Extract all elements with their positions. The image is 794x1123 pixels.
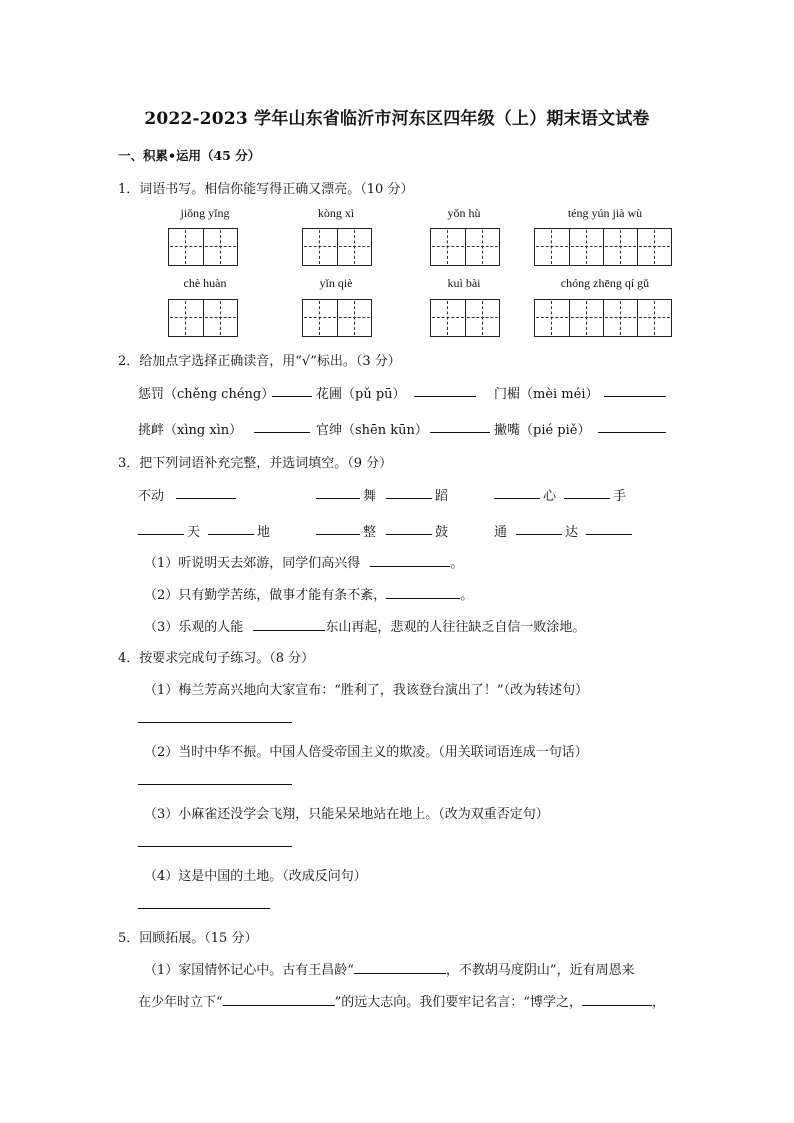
writing-grid[interactable] (534, 228, 672, 266)
answer-blank[interactable] (208, 534, 254, 535)
answer-blank[interactable] (354, 960, 446, 974)
writing-grid[interactable] (168, 228, 238, 266)
reading-item: 官绅（shēn kūn） (316, 423, 428, 438)
reading-item: 挑衅（xìng xìn） (138, 423, 243, 438)
writing-grid[interactable] (534, 299, 672, 337)
idiom-char: 通 (494, 525, 508, 540)
answer-line[interactable] (138, 722, 292, 723)
answer-blank[interactable] (516, 534, 562, 535)
pinyin-label: kòng xì (317, 206, 355, 220)
reading-item: 撇嘴（pié piě） (494, 423, 591, 438)
answer-line[interactable] (138, 784, 292, 785)
answer-line[interactable] (138, 846, 292, 847)
fill-sentence: （1）听说明天去郊游，同学们高兴得 。 (144, 552, 463, 571)
fill-sentence: （3）乐观的人能 东山再起，悲观的人往往缺乏自信一败涂地。 (144, 616, 585, 635)
question-3-stem: 3．把下列词语补充完整，并选词填空。（9 分） (118, 456, 393, 471)
answer-blank[interactable] (223, 992, 335, 1006)
writing-grid[interactable] (430, 228, 500, 266)
pinyin-label: yǐn qiè (319, 276, 353, 290)
answer-blank[interactable] (253, 617, 325, 631)
answer-blank[interactable] (582, 992, 652, 1006)
section-heading: 一、积累•运用（45 分） (118, 148, 261, 163)
answer-blank[interactable] (386, 585, 460, 599)
writing-grid[interactable] (302, 299, 372, 337)
answer-blank[interactable] (316, 498, 360, 499)
answer-blank[interactable] (176, 498, 236, 499)
writing-grid[interactable] (168, 299, 238, 337)
sentence-task: （1）梅兰芳高兴地向大家宣布：“胜利了，我该登台演出了！”（改为转述句） (144, 683, 589, 698)
question-1-stem: 1．词语书写。相信你能写得正确又漂亮。（10 分） (118, 182, 414, 197)
answer-blank[interactable] (604, 396, 666, 397)
answer-blank[interactable] (598, 432, 666, 433)
writing-grid[interactable] (430, 299, 500, 337)
idiom-char: 天 (187, 525, 201, 540)
pinyin-label: jiǒng yǐng (180, 206, 230, 220)
reading-item: 门楣（mèi méi） (494, 387, 599, 402)
answer-blank[interactable] (494, 498, 540, 499)
fill-sentence: （2）只有勤学苦练，做事才能有条不紊， 。 (144, 584, 473, 603)
writing-grid[interactable] (302, 228, 372, 266)
answer-line[interactable] (138, 908, 270, 909)
answer-blank[interactable] (586, 534, 632, 535)
answer-blank[interactable] (386, 498, 432, 499)
question-5-stem: 5．回顾拓展。（15 分） (118, 931, 258, 946)
reading-item: 惩罚（chěng chéng） (138, 387, 275, 402)
idiom-char: 心 (543, 489, 557, 504)
answer-blank[interactable] (430, 432, 490, 433)
idiom-char: 整 (363, 525, 377, 540)
idiom-char: 达 (565, 525, 579, 540)
recall-line: （1）家国情怀记心中。古有王昌龄“ ，不教胡马度阴山”，近有周恩来 (144, 959, 635, 978)
answer-blank[interactable] (254, 432, 310, 433)
idiom-char: 鼓 (435, 525, 449, 540)
pinyin-label: chóng zhēng qí gǔ (560, 276, 650, 290)
question-4-stem: 4．按要求完成句子练习。（8 分） (118, 651, 315, 666)
idiom-char: 蹈 (435, 489, 449, 504)
answer-blank[interactable] (386, 534, 432, 535)
answer-blank[interactable] (370, 553, 450, 567)
recall-line: 在少年时立下“ ”的远大志向。我们要牢记名言：“博学之， ， (138, 991, 665, 1010)
pinyin-label: téng yún jià wù (567, 206, 643, 220)
idiom-char: 不动 (138, 489, 165, 504)
sentence-task: （2）当时中华不振。中国人倍受帝国主义的欺凌。（用关联词语连成一句话） (144, 745, 588, 760)
answer-blank[interactable] (316, 534, 360, 535)
pinyin-label: kuì bài (447, 276, 481, 290)
answer-blank[interactable] (138, 534, 184, 535)
sentence-task: （3）小麻雀还没学会飞翔，只能呆呆地站在地上。（改为双重否定句） (144, 807, 549, 822)
sentence-task: （4）这是中国的土地。（改成反问句） (144, 869, 367, 884)
pinyin-label: chè huàn (183, 276, 227, 290)
question-2-stem: 2．给加点字选择正确读音，用“√”标出。（3 分） (118, 354, 401, 369)
reading-item: 花圃（pǔ pū） (316, 387, 406, 402)
answer-blank[interactable] (414, 396, 476, 397)
idiom-char: 舞 (363, 489, 377, 504)
pinyin-label: yǒn hù (447, 206, 481, 220)
answer-blank[interactable] (564, 498, 610, 499)
answer-blank[interactable] (272, 396, 312, 397)
page-title: 2022-2023 学年山东省临沂市河东区四年级（上）期末语文试卷 (144, 109, 650, 129)
idiom-char: 手 (613, 489, 627, 504)
idiom-char: 地 (257, 525, 271, 540)
